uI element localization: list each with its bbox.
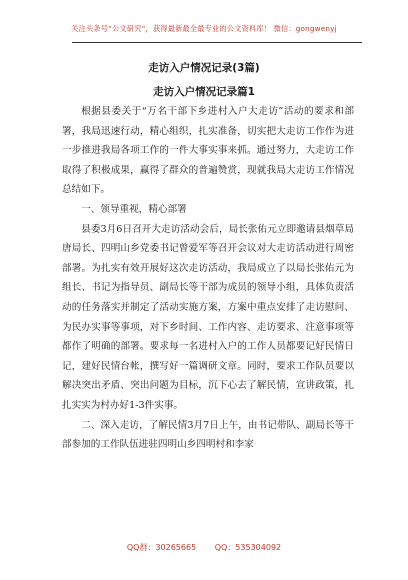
footer-qq: QQ：535304092 [214, 543, 282, 552]
document-body [62, 102, 354, 455]
section-heading-1: 一、领导重视，精心部署 [81, 203, 187, 215]
document-title: 走访入户情况记录(3篇) [148, 62, 260, 74]
footer-qq-group: QQ群：30265665 [126, 543, 197, 552]
footer-contact [0, 542, 408, 553]
header-banner: 关注头条号“公文研究”，获得最新最全最专业的公文资料库！ 微信：gongwenyj [71, 24, 337, 33]
document-subtitle: 走访入户情况记录篇1 [153, 86, 255, 98]
paragraph-section-1: 县委3月6日召开大走访活动会后，局长张佑元立即邀请县烟草局唐局长、四明山乡党委书记曾爱军等召开会议对大走访活动进行周密部署。为扎实有效开展好这次走访活动，我局成立了以局长张佑元为组长、书记为指导员、副局长等干部为成员的领导小组，具体负责活动的任务落实并制定了活动实施方案，方案中重点安排了走访慰问、为民办实事等事项，对下乡时间、工作内容、走访要求、注意事项等都作了明确的部署。要求每一名进村入户的工作人员都要记好民情日记，建好民情台帐，撰写好一篇调研文章。同时，要求工作队员要以解决突出矛盾、突出问题为目标，沉下心去了解民情，宣讲政策，扎扎实实为村办好1-3件实事。 [62, 223, 354, 411]
paragraph-intro: 根据县委关于“万名干部下乡进村入户大走访”活动的要求和部署，我局迅速行动，精心组织，扎实准备，切实把大走访工作作为进一步推进我局各项工作的一件大事实事来抓。通过努力，大走访工作取得了积极成果，赢得了群众的普遍赞赏，现就我局大走访工作情况总结如下。 [62, 106, 354, 196]
header-divider [72, 42, 362, 43]
section-heading-2: 二、深入走访，了解民情3月7日上午，由书记带队、副局长等干部参加的工作队伍进驻四明山乡四明村和李家 [62, 419, 354, 451]
